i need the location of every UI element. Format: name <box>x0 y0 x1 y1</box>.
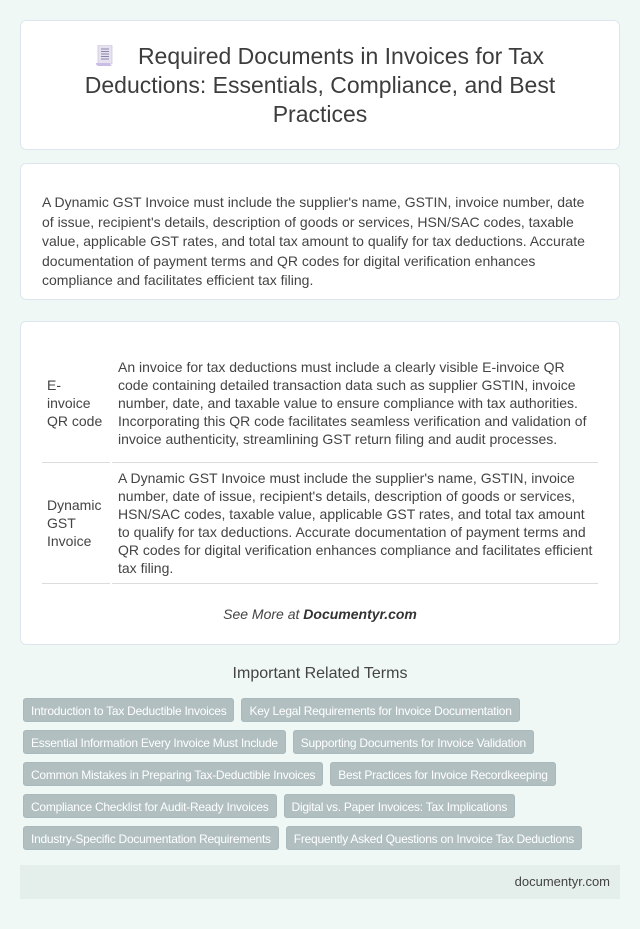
related-term-tag[interactable]: Frequently Asked Questions on Invoice Tax Deductions <box>286 826 582 850</box>
related-term-tag[interactable]: Essential Information Every Invoice Must Include <box>23 730 286 754</box>
description-cell: A Dynamic GST Invoice must include the supplier's name, GSTIN, invoice number, date of issue, recipient's details, description of goods or services, HSN/SAC codes, taxable value, applicable GST rates, and total tax amount to qualify for tax deductions. Accurate documentation of payment terms and QR codes for digital verification enhances compliance and facilitates efficient tax filing. <box>112 463 598 584</box>
summary-card <box>20 163 620 300</box>
related-term-tag[interactable]: Supporting Documents for Invoice Validation <box>293 730 534 754</box>
related-terms-list <box>23 698 623 850</box>
see-more <box>42 606 598 622</box>
summary-text: A Dynamic GST Invoice must include the supplier's name, GSTIN, invoice number, date of issue, recipient's details, description of goods or services, HSN/SAC codes, taxable value, applicable GST rates, and total tax amount to qualify for tax deductions. Accurate documentation of payment terms and QR codes for digital verification enhances compliance and facilitates efficient tax filing. <box>42 194 585 288</box>
table-row <box>42 463 598 584</box>
related-term-tag[interactable]: Introduction to Tax Deductible Invoices <box>23 698 234 722</box>
footer-site-link[interactable]: documentyr.com <box>514 874 610 889</box>
related-term-tag[interactable]: Key Legal Requirements for Invoice Documentation <box>241 698 519 722</box>
see-more-link[interactable]: Documentyr.com <box>303 606 417 622</box>
related-term-tag[interactable]: Digital vs. Paper Invoices: Tax Implications <box>284 794 516 818</box>
title-card <box>20 20 620 150</box>
related-term-tag[interactable]: Common Mistakes in Preparing Tax-Deductible Invoices <box>23 762 323 786</box>
footer <box>20 865 620 899</box>
document-receipt-icon <box>96 45 114 67</box>
description-cell: An invoice for tax deductions must include a clearly visible E-invoice QR code containing detailed transaction data such as supplier GSTIN, invoice number, date, and taxable value to ensure compliance with tax authorities. Incorporating this QR code facilitates seamless verification and validation of invoice authenticity, streamlining GST return filing and audit processes. <box>112 344 598 463</box>
related-term-tag[interactable]: Industry-Specific Documentation Requirements <box>23 826 279 850</box>
table-row <box>42 344 598 463</box>
page-title-text: Required Documents in Invoices for Tax Deductions: Essentials, Compliance, and Best Practices <box>84 42 556 127</box>
related-terms-heading: Important Related Terms <box>232 665 408 682</box>
related-term-tag[interactable]: Best Practices for Invoice Recordkeeping <box>330 762 555 786</box>
related-term-tag[interactable]: Compliance Checklist for Audit-Ready Invoices <box>23 794 277 818</box>
term-cell: Dynamic GST Invoice <box>42 463 110 584</box>
see-more-prefix: See More at <box>223 606 304 622</box>
term-cell: E-invoice QR code <box>42 344 110 463</box>
details-table <box>40 344 600 584</box>
details-card <box>20 321 620 645</box>
page-title <box>60 42 580 129</box>
